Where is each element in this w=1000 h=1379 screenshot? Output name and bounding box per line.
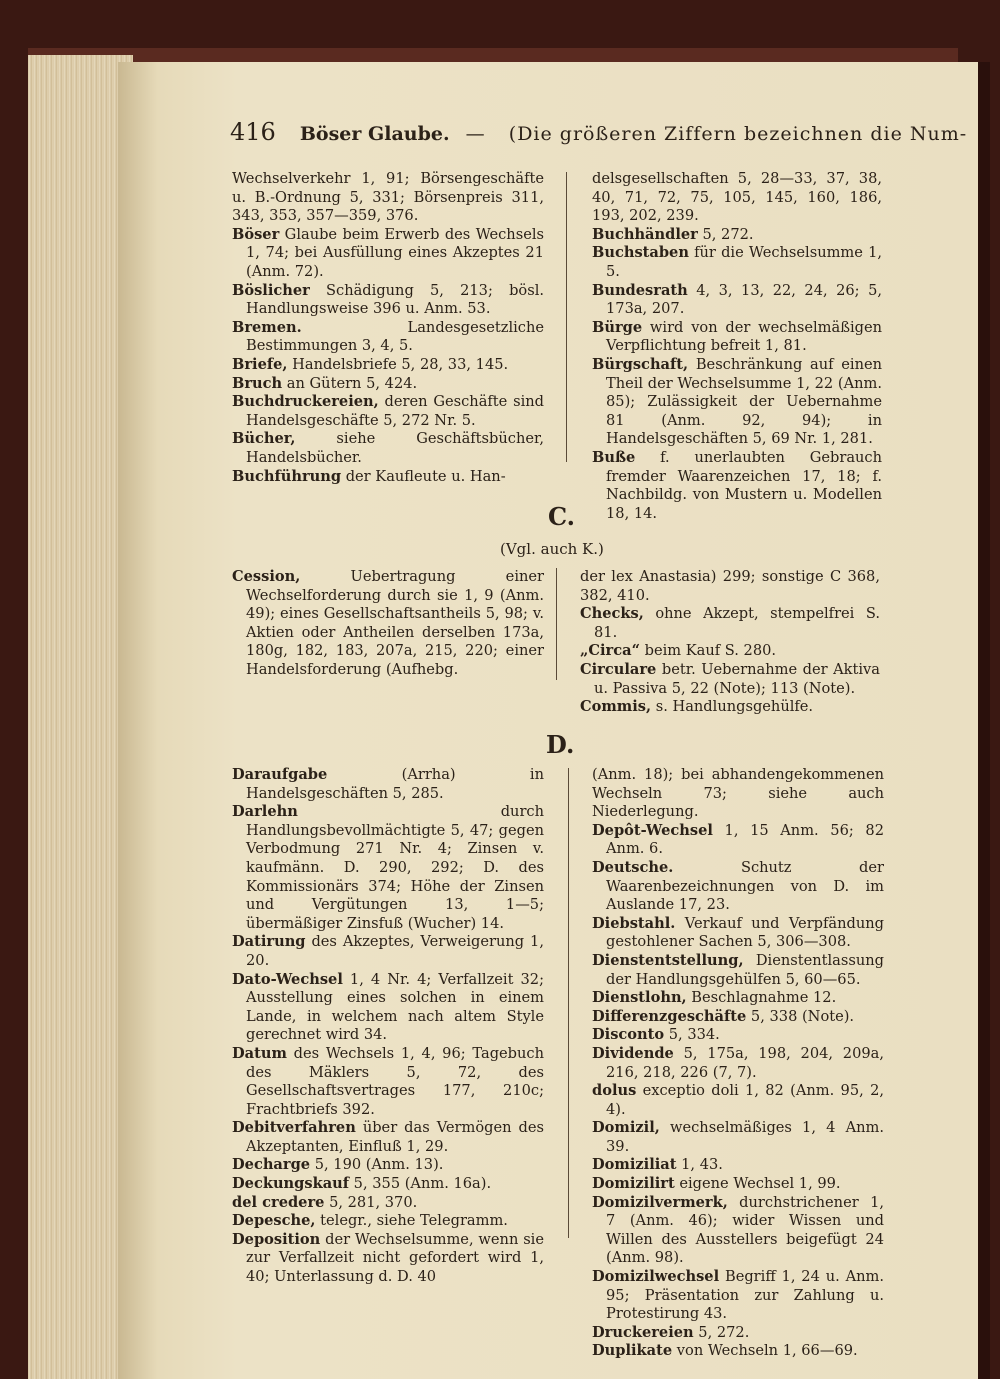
index-entry: [232, 933, 544, 970]
page-header: [230, 118, 968, 148]
entry-headword: Diebstahl.: [592, 914, 676, 932]
index-entry: [592, 1045, 884, 1082]
section-c-left-column: [232, 568, 544, 680]
index-entry: [232, 971, 544, 1045]
index-entry: [232, 1175, 544, 1194]
entry-headword: Druckereien: [592, 1323, 694, 1341]
entry-headword: Duplikate: [592, 1342, 673, 1360]
section-d-left-column: [232, 766, 544, 1287]
entry-headword: Depôt-Wechsel: [592, 821, 713, 839]
index-entry: [232, 803, 544, 933]
entry-headword: Böser: [232, 225, 280, 243]
index-entry: [592, 1268, 884, 1324]
index-entry: [232, 1156, 544, 1175]
index-entry: [592, 915, 884, 952]
index-entry: [232, 766, 544, 803]
entry-text: 5, 175a, 198, 204, 209a, 216, 218, 226 (7, 7).: [606, 1044, 884, 1081]
entry-headword: Domizilirt: [592, 1175, 675, 1193]
entry-text: telegr., siehe Telegramm.: [315, 1212, 508, 1230]
section-letter-c: C.: [548, 502, 576, 531]
index-entry: [232, 1045, 544, 1119]
index-entry: [232, 226, 544, 282]
entry-headword: Buchhändler: [592, 225, 698, 243]
entry-headword: Domizilvermerk,: [592, 1193, 728, 1211]
header-note: (Die größeren Ziffern bezeichnen die Num-: [508, 123, 968, 145]
index-entry: [580, 661, 880, 698]
entry-headword: Buchdruckereien,: [232, 393, 379, 411]
entry-headword: Domizil,: [592, 1119, 660, 1137]
entry-text: Landesgesetzliche Bestimmungen 3, 4, 5.: [246, 318, 544, 355]
section-d-right-column: [592, 766, 884, 1361]
entry-text: an Gütern 5, 424.: [282, 374, 418, 392]
entry-headword: Domiziliat: [592, 1156, 677, 1174]
index-entry: [232, 568, 544, 680]
entry-text: exceptio doli 1, 82 (Anm. 95, 2, 4).: [606, 1082, 884, 1118]
entry-text: 4, 3, 13, 22, 24, 26; 5, 173a, 207.: [606, 281, 882, 318]
index-entry: [232, 375, 544, 394]
entry-text: siehe Geschäftsbücher, Handelsbücher.: [246, 430, 544, 466]
entry-headword: Bürgschaft,: [592, 355, 689, 373]
index-entry: [580, 642, 880, 661]
entry-text: Verkauf und Verpfändung gestohlener Sachen 5, 306—308.: [606, 914, 884, 951]
entry-text: betr. Uebernahme der Aktiva u. Passiva 5, 22 (Note); 113 (Note).: [594, 660, 880, 697]
column-divider: [566, 172, 567, 462]
header-title: Böser Glaube.: [299, 123, 450, 145]
entry-text: 5, 272.: [697, 225, 754, 243]
entry-headword: Deckungskauf: [232, 1175, 350, 1193]
entry-text: 5, 190 (Anm. 13).: [310, 1156, 444, 1174]
entry-headword: Dienstentstellung,: [592, 951, 744, 969]
index-entry: [592, 319, 882, 356]
entry-text: 1, 15 Anm. 56; 82 Anm. 6.: [606, 821, 884, 858]
entry-headword: Circulare: [580, 660, 657, 678]
entry-headword: Debitverfahren: [232, 1119, 356, 1137]
entry-headword: del credere: [232, 1193, 325, 1211]
index-entry: [592, 226, 882, 245]
entry-headword: Decharge: [232, 1156, 311, 1174]
entry-text: 5, 334.: [664, 1026, 720, 1044]
column-divider: [568, 768, 569, 1238]
book-cover-top: [28, 48, 958, 62]
entry-headword: Böslicher: [232, 281, 310, 299]
entry-text: delsgesellschaften 5, 28—33, 37, 38, 40, 71, 72, 75, 105, 145, 160, 186, 193, 202, 239.: [592, 170, 882, 225]
index-entry: [592, 1119, 884, 1156]
entry-text: 5, 272.: [693, 1323, 750, 1341]
entry-text: Schädigung 5, 213; bösl. Handlungsweise 396 u. Anm. 53.: [246, 281, 544, 318]
entry-headword: Bremen.: [232, 318, 302, 336]
entry-text: durchstrichener 1, 7 (Anm. 46); wider Wissen und Willen des Ausstellers beigefügt 24 (Anm. 98).: [606, 1193, 884, 1267]
section-b-left-column: [232, 170, 544, 486]
index-entry: [232, 282, 544, 319]
index-entry: [580, 568, 880, 605]
index-entry: [592, 1082, 884, 1119]
entry-headword: Commis,: [580, 698, 652, 716]
index-entry: [580, 605, 880, 642]
entry-headword: Dividende: [592, 1044, 674, 1062]
entry-headword: Checks,: [580, 605, 644, 623]
entry-text: der Kaufleute u. Han-: [341, 467, 506, 485]
entry-text: 1, 4 Nr. 4; Verfallzeit 32; Ausstellung eines solchen in einem Lande, in welchem nach altem Style gerechnet wird 34.: [246, 970, 544, 1044]
index-entry: [592, 822, 884, 859]
entry-headword: Bücher,: [232, 430, 296, 448]
entry-text: des Akzeptes, Verweigerung 1, 20.: [246, 933, 544, 969]
index-entry: [232, 1119, 544, 1156]
entry-text: Wechselverkehr 1, 91; Börsengeschäfte u. B.-Ordnung 5, 331; Börsenpreis 311, 343, 353, 357—359, 376.: [232, 170, 544, 225]
index-entry: [592, 1342, 884, 1361]
index-entry: [592, 244, 882, 281]
index-entry: [232, 1231, 544, 1287]
entry-headword: Dienstlohn,: [592, 989, 687, 1007]
entry-text: über das Vermögen des Akzeptanten, Einfluß 1, 29.: [246, 1119, 544, 1155]
entry-text: beim Kauf S. 280.: [639, 642, 777, 660]
index-entry: [232, 170, 544, 226]
index-entry: [592, 1008, 884, 1027]
entry-text: Glaube beim Erwerb des Wechsels 1, 74; bei Ausfüllung eines Akzeptes 21 (Anm. 72).: [246, 225, 544, 280]
section-letter-d: D.: [546, 730, 575, 759]
index-entry: [592, 170, 882, 226]
entry-headword: Cession,: [232, 568, 301, 585]
index-entry: [592, 859, 884, 915]
entry-text: für die Wechselsumme 1, 5.: [606, 244, 882, 280]
entry-headword: Deposition: [232, 1230, 321, 1248]
index-entry: [592, 1175, 884, 1194]
column-divider: [556, 568, 557, 680]
entry-headword: Deutsche.: [592, 858, 674, 876]
entry-headword: dolus: [592, 1082, 637, 1100]
page-number: 416: [230, 118, 276, 146]
entry-text: Beschränkung auf einen Theil der Wechselsumme 1, 22 (Anm. 85); Zulässigkeit der Uebernahme 81 (Anm. 92, 94); in Handelsgeschäften 5, 69 Nr. 1, 281.: [606, 355, 882, 448]
entry-text: durch Handlungsbevollmächtigte 5, 47; gegen Verbodmung 271 Nr. 4; Zinsen v. kaufmänn. D. 290, 292; D. des Kommissionärs 374; Höhe der Zinsen und Vergütungen 13, 1—5; übermäßiger Zinsfuß (Wucher) 14.: [246, 803, 544, 932]
index-entry: [592, 1026, 884, 1045]
entry-headword: Domizilwechsel: [592, 1268, 720, 1286]
entry-text: ohne Akzept, stempelfrei S. 81.: [594, 605, 880, 641]
entry-text: von Wechseln 1, 66—69.: [672, 1342, 858, 1360]
entry-headword: Bundesrath: [592, 281, 688, 299]
entry-text: 1, 43.: [676, 1156, 723, 1174]
entry-headword: Daraufgabe: [232, 766, 328, 783]
entry-text: 5, 338 (Note).: [746, 1007, 855, 1025]
index-entry: [580, 698, 880, 717]
entry-text: der Wechselsumme, wenn sie zur Verfallzeit nicht gefordert wird 1, 40; Unterlassung d. D. 40: [246, 1230, 544, 1286]
index-entry: [232, 430, 544, 467]
entry-headword: Buchstaben: [592, 244, 689, 262]
entry-text: Handelsbriefe 5, 28, 33, 145.: [287, 355, 509, 373]
entry-text: wechselmäßiges 1, 4 Anm. 39.: [606, 1119, 884, 1155]
index-entry: [592, 1156, 884, 1175]
entry-headword: Buße: [592, 448, 636, 466]
index-entry: [592, 1194, 884, 1268]
index-entry: [232, 356, 544, 375]
entry-text: (Anm. 18); bei abhandengekommenen Wechseln 73; siehe auch Niederlegung.: [592, 766, 884, 821]
entry-text: der lex Anastasia) 299; sonstige C 368, 382, 410.: [580, 568, 880, 604]
entry-text: Beschlagnahme 12.: [686, 989, 837, 1007]
index-entry: [592, 356, 882, 449]
index-entry: [232, 319, 544, 356]
entry-text: Uebertragung einer Wechselforderung durch sie 1, 9 (Anm. 49); eines Gesellschaftsantheils 5, 98; v. Aktien oder Antheilen derselben 173a, 180g, 182, 183, 207a, 215, 220; einer Handelsforderung (Aufhebg.: [246, 568, 544, 678]
entry-headword: Datirung: [232, 933, 306, 951]
entry-headword: Darlehn: [232, 803, 298, 821]
index-entry: [232, 468, 544, 487]
entry-text: (Arrha) in Handelsgeschäften 5, 285.: [246, 766, 544, 802]
index-entry: [592, 449, 882, 523]
entry-text: des Wechsels 1, 4, 96; Tagebuch des Mäklers 5, 72, des Gesellschaftsvertrages 177, 210c; Frachtbriefs 392.: [246, 1044, 544, 1118]
header-dash: —: [465, 123, 485, 145]
entry-headword: Bruch: [232, 374, 283, 392]
entry-headword: Buchführung: [232, 467, 342, 485]
index-entry: [592, 1324, 884, 1343]
entry-text: Schutz der Waarenbezeichnungen von D. im Auslande 17, 23.: [606, 858, 884, 914]
entry-text: 5, 355 (Anm. 16a).: [349, 1175, 492, 1193]
entry-headword: Datum: [232, 1044, 287, 1062]
entry-text: eigene Wechsel 1, 99.: [674, 1175, 841, 1193]
index-entry: [232, 393, 544, 430]
section-c-crossref: (Vgl. auch K.): [500, 540, 604, 558]
entry-headword: Dato-Wechsel: [232, 970, 343, 988]
entry-headword: „Circa“: [580, 642, 640, 660]
section-c-right-column: [580, 568, 880, 717]
entry-headword: Briefe,: [232, 355, 288, 373]
entry-headword: Differenzgeschäfte: [592, 1007, 747, 1025]
entry-text: deren Geschäfte sind Handelsgeschäfte 5, 272 Nr. 5.: [246, 393, 544, 429]
entry-text: 5, 281, 370.: [324, 1193, 418, 1211]
index-entry: [592, 766, 884, 822]
index-entry: [592, 952, 884, 989]
entry-text: Begriff 1, 24 u. Anm. 95; Präsentation zur Zahlung u. Protestirung 43.: [606, 1268, 884, 1323]
entry-text: f. unerlaubten Gebrauch fremder Waarenzeichen 17, 18; f. Nachbildg. von Mustern u. Modellen 18, 14.: [606, 448, 882, 522]
index-entry: [232, 1194, 544, 1213]
book-spine: [978, 62, 990, 1379]
entry-headword: Depesche,: [232, 1212, 316, 1230]
entry-text: wird von der wechselmäßigen Verpflichtung befreit 1, 81.: [606, 318, 882, 355]
section-b-right-column: [592, 170, 882, 523]
entry-text: Dienstentlassung der Handlungsgehülfen 5, 60—65.: [606, 951, 884, 988]
entry-headword: Disconto: [592, 1026, 665, 1044]
entry-headword: Bürge: [592, 318, 643, 336]
entry-text: s. Handlungsgehülfe.: [651, 698, 814, 716]
index-entry: [592, 989, 884, 1008]
index-entry: [592, 282, 882, 319]
index-entry: [232, 1212, 544, 1231]
